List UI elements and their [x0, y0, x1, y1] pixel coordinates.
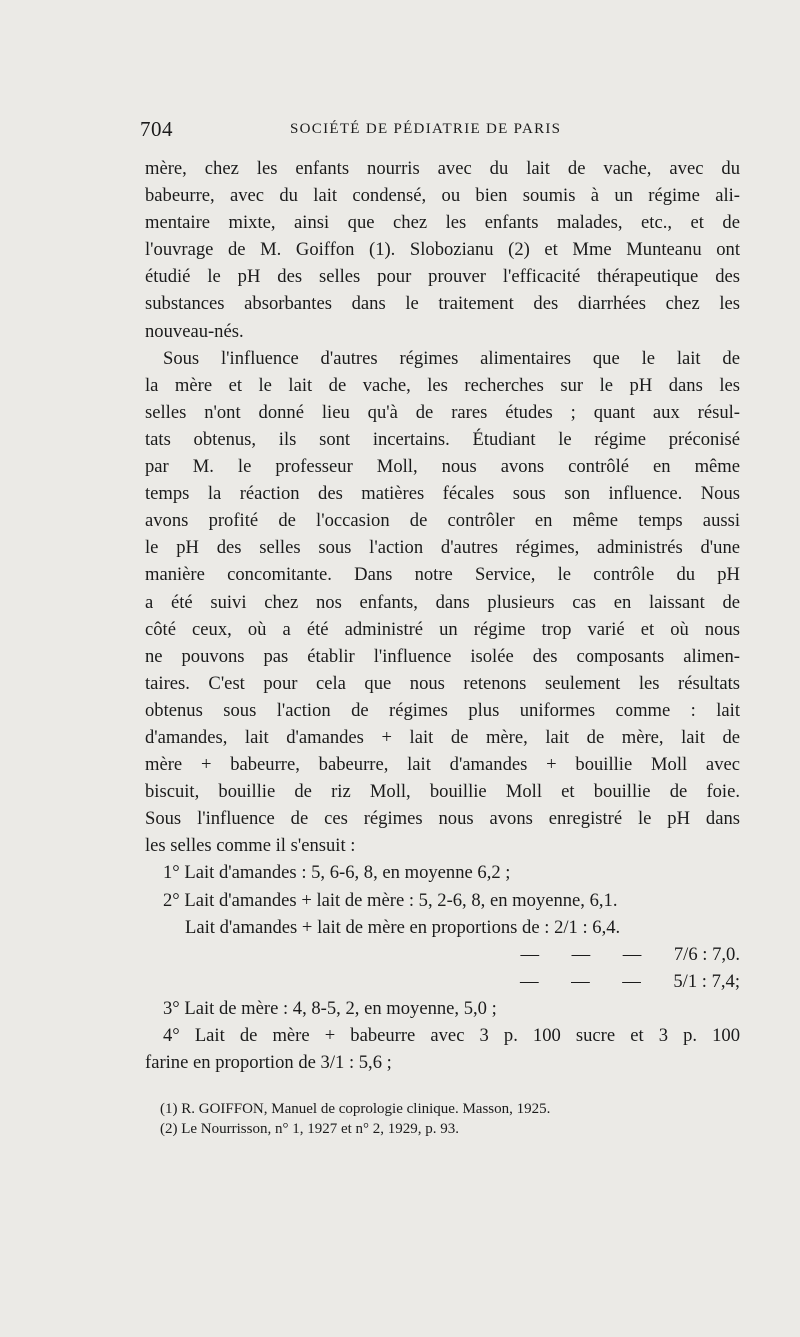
text-line: avons profité de l'occasion de contrôler en même temps aussi: [145, 510, 740, 532]
text-line: temps la réaction des matières fécales sous son influence. Nous: [145, 483, 740, 505]
text-line: babeurre, avec du lait condensé, ou bien soumis à un régime ali-: [145, 185, 740, 207]
text-line: d'amandes, lait d'amandes + lait de mère, lait de mère, lait de: [145, 726, 740, 748]
text-line: mère, chez les enfants nourris avec du lait de vache, avec du: [145, 158, 740, 179]
page-header: [140, 117, 740, 143]
text-line: tats obtenus, ils sont incertains. Étudiant le régime préconisé: [145, 428, 740, 450]
text-line: côté ceux, où a été administré un régime trop varié et où nous: [145, 618, 740, 640]
text-line: le pH des selles sous l'action d'autres régimes, administrés d'une: [145, 537, 740, 559]
list-item: 2° Lait d'amandes + lait de mère : 5, 2-6, 8, en moyenne, 6,1.: [163, 889, 618, 911]
text-line: a été suivi chez nos enfants, dans plusieurs cas en laissant de: [145, 591, 740, 613]
list-item: 4° Lait de mère + babeurre avec 3 p. 100 sucre et 3 p. 100: [163, 1025, 740, 1046]
text-line: obtenus sous l'action de régimes plus uniformes comme : lait: [145, 699, 740, 721]
text-line: Sous l'influence de ces régimes nous avons enregistré le pH dans: [145, 808, 740, 830]
text-line: ne pouvons pas établir l'influence isolée des composants alimen-: [145, 645, 740, 667]
body-text: [145, 155, 740, 1076]
page-number: 704: [140, 117, 173, 141]
running-title: SOCIÉTÉ DE PÉDIATRIE DE PARIS: [290, 121, 562, 137]
text-line: mentaire mixte, ainsi que chez les enfants malades, etc., et de: [145, 212, 740, 234]
footnote: (1) R. GOIFFON, Manuel de coprologie clinique. Masson, 1925.: [160, 1101, 551, 1117]
text-line: biscuit, bouillie de riz Moll, bouillie Moll et bouillie de foie.: [145, 781, 740, 803]
text-line: selles n'ont donné lieu qu'à de rares études ; quant aux résul-: [145, 401, 740, 423]
text-line: nouveau-nés.: [145, 320, 244, 342]
text-line: l'ouvrage de M. Goiffon (1). Slobozianu (2) et Mme Munteanu ont: [145, 239, 740, 261]
footnote: (2) Le Nourrisson, n° 1, 1927 et n° 2, 1929, p. 93.: [160, 1121, 460, 1137]
text-line: les selles comme il s'ensuit :: [145, 835, 356, 857]
text-line: par M. le professeur Moll, nous avons contrôlé en même: [145, 456, 740, 478]
text-line: Sous l'influence d'autres régimes alimentaires que le lait de: [163, 347, 740, 369]
list-item: 3° Lait de mère : 4, 8-5, 2, en moyenne, 5,0 ;: [163, 997, 497, 1019]
text-line: taires. C'est pour cela que nous retenons seulement les résultats: [145, 672, 740, 694]
text-line: farine en proportion de 3/1 : 5,6 ;: [145, 1052, 392, 1074]
text-line: mère + babeurre, babeurre, lait d'amandes + bouillie Moll avec: [145, 754, 740, 776]
list-item: 1° Lait d'amandes : 5, 6-6, 8, en moyenne 6,2 ;: [163, 862, 511, 884]
text-line: substances absorbantes dans le traitement des diarrhées chez les: [145, 293, 740, 315]
text-line: manière concomitante. Dans notre Service, le contrôle du pH: [145, 564, 740, 586]
text-line: la mère et le lait de vache, les recherches sur le pH dans les: [145, 374, 740, 396]
list-item: — — — 5/1 : 7,4;: [519, 970, 740, 992]
list-item: — — — 7/6 : 7,0.: [520, 943, 740, 965]
text-line: étudié le pH des selles pour prouver l'efficacité thérapeutique des: [145, 266, 740, 288]
footnotes: [160, 1099, 740, 1139]
list-item: Lait d'amandes + lait de mère en proportions de : 2/1 : 6,4.: [185, 916, 621, 938]
